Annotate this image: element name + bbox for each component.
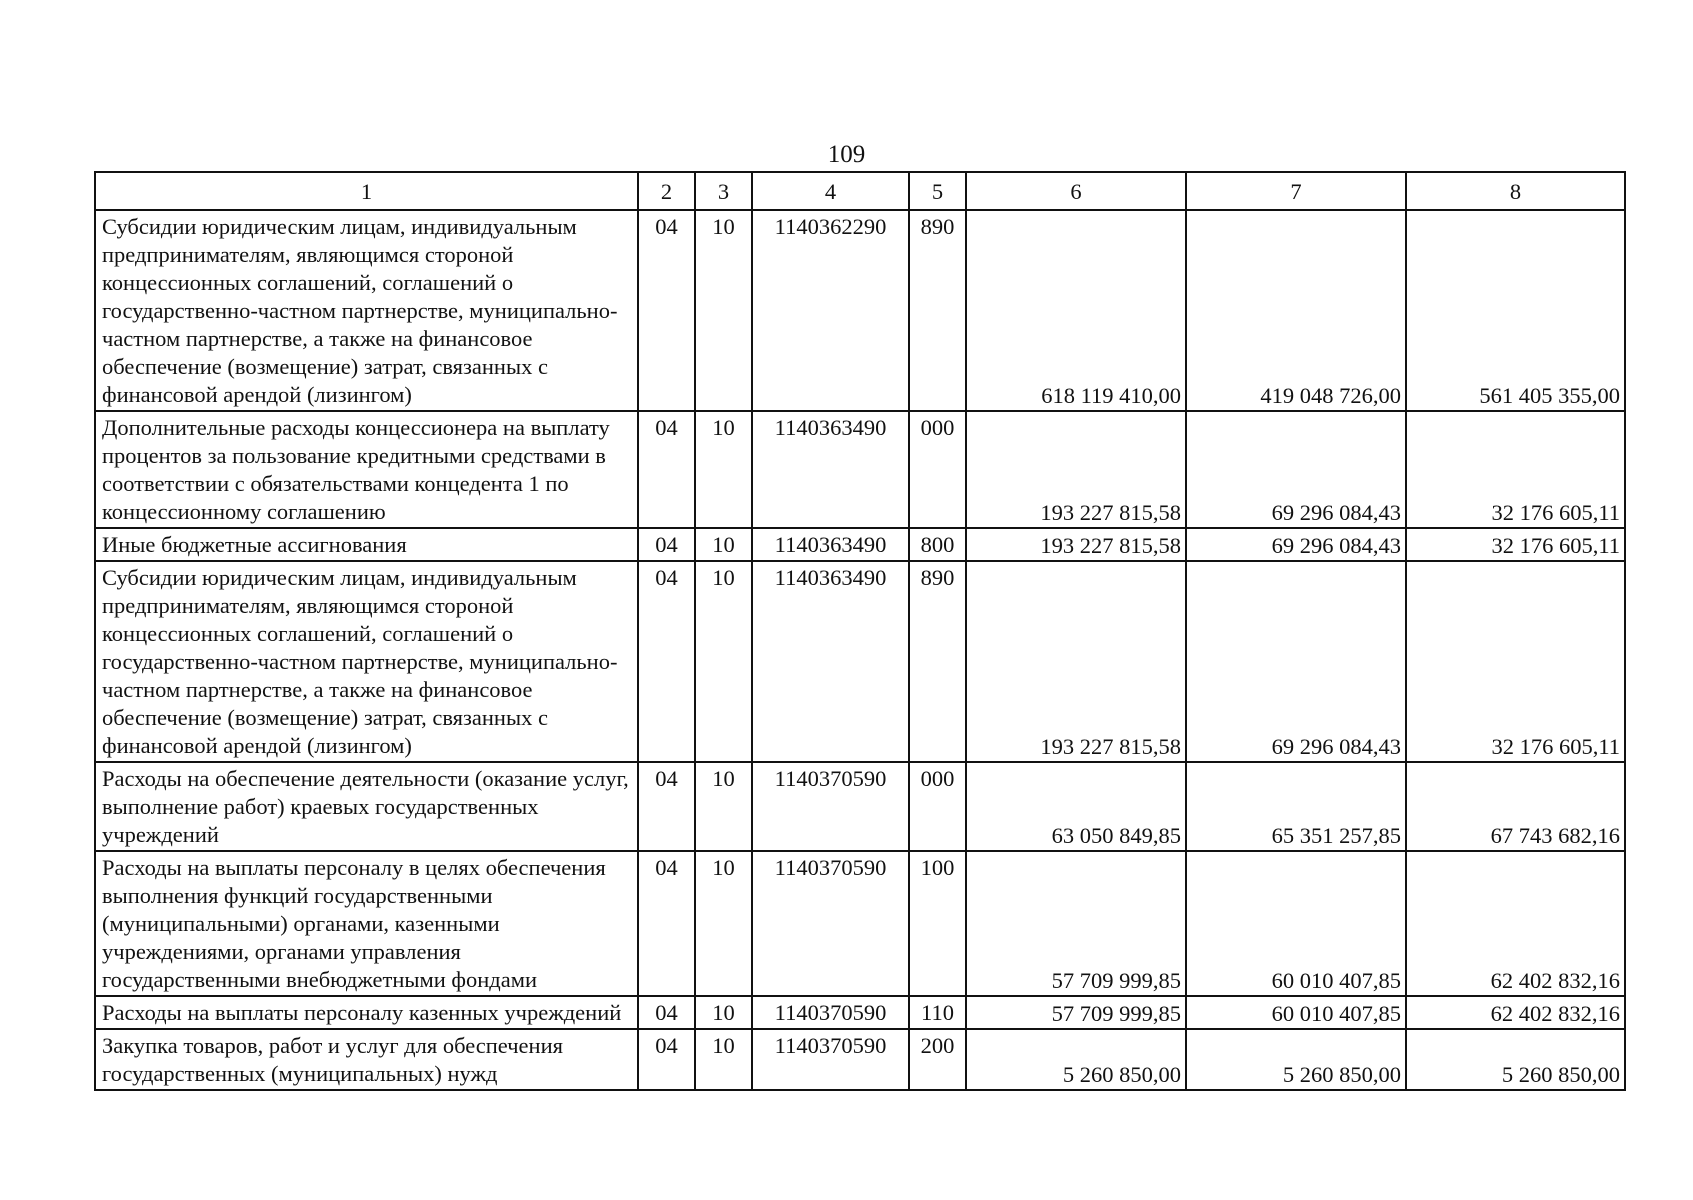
column-header: 5 [909, 172, 966, 210]
column-header: 8 [1406, 172, 1625, 210]
amount-col8-cell: 32 176 605,11 [1406, 528, 1625, 561]
table-row [95, 851, 1625, 996]
expense-type-cell: 000 [909, 411, 966, 528]
section-code-cell: 04 [638, 528, 695, 561]
expense-name-cell: Расходы на обеспечение деятельности (оказание услуг, выполнение работ) краевых государственных учреждений [95, 762, 638, 851]
subsection-code-cell: 10 [695, 996, 752, 1029]
amount-col7-cell: 69 296 084,43 [1186, 561, 1406, 762]
amount-col6-cell: 193 227 815,58 [966, 561, 1186, 762]
table-row [95, 996, 1625, 1029]
table-row [95, 411, 1625, 528]
amount-col8-cell: 5 260 850,00 [1406, 1029, 1625, 1090]
expense-type-cell: 100 [909, 851, 966, 996]
budget-table [94, 171, 1626, 1091]
page-number: 109 [827, 141, 866, 168]
expense-type-cell: 890 [909, 210, 966, 411]
amount-col8-cell: 62 402 832,16 [1406, 851, 1625, 996]
section-code-cell: 04 [638, 996, 695, 1029]
table-row [95, 1029, 1625, 1090]
amount-col8-cell: 67 743 682,16 [1406, 762, 1625, 851]
amount-col6-cell: 193 227 815,58 [966, 411, 1186, 528]
subsection-code-cell: 10 [695, 762, 752, 851]
section-code-cell: 04 [638, 411, 695, 528]
expense-name-cell: Расходы на выплаты персоналу казенных учреждений [95, 996, 638, 1029]
column-header: 7 [1186, 172, 1406, 210]
column-header: 3 [695, 172, 752, 210]
amount-col7-cell: 60 010 407,85 [1186, 996, 1406, 1029]
section-code-cell: 04 [638, 1029, 695, 1090]
table-header-row [95, 172, 1625, 210]
amount-col7-cell: 69 296 084,43 [1186, 411, 1406, 528]
table-row [95, 561, 1625, 762]
amount-col6-cell: 5 260 850,00 [966, 1029, 1186, 1090]
target-article-cell: 1140362290 [752, 210, 909, 411]
table-row [95, 762, 1625, 851]
target-article-cell: 1140363490 [752, 561, 909, 762]
expense-type-cell: 000 [909, 762, 966, 851]
amount-col7-cell: 69 296 084,43 [1186, 528, 1406, 561]
expense-name-cell: Иные бюджетные ассигнования [95, 528, 638, 561]
expense-type-cell: 200 [909, 1029, 966, 1090]
table-row [95, 528, 1625, 561]
column-header: 6 [966, 172, 1186, 210]
amount-col6-cell: 57 709 999,85 [966, 996, 1186, 1029]
expense-name-cell: Закупка товаров, работ и услуг для обеспечения государственных (муниципальных) нужд [95, 1029, 638, 1090]
section-code-cell: 04 [638, 210, 695, 411]
amount-col8-cell: 62 402 832,16 [1406, 996, 1625, 1029]
expense-name-cell: Субсидии юридическим лицам, индивидуальным предпринимателям, являющимся стороной концессионных соглашений, соглашений о государственно-частном партнерстве, муниципально-частном партнерстве, а также на финансовое обеспечение (возмещение) затрат, связанных с финансовой арендой (лизингом) [95, 561, 638, 762]
amount-col6-cell: 193 227 815,58 [966, 528, 1186, 561]
amount-col6-cell: 63 050 849,85 [966, 762, 1186, 851]
column-header: 4 [752, 172, 909, 210]
subsection-code-cell: 10 [695, 411, 752, 528]
expense-name-cell: Расходы на выплаты персоналу в целях обеспечения выполнения функций государственными (муниципальными) органами, казенными учреждениями, органами управления государственными внебюджетными фондами [95, 851, 638, 996]
table-row [95, 210, 1625, 411]
subsection-code-cell: 10 [695, 528, 752, 561]
subsection-code-cell: 10 [695, 1029, 752, 1090]
amount-col7-cell: 60 010 407,85 [1186, 851, 1406, 996]
amount-col7-cell: 419 048 726,00 [1186, 210, 1406, 411]
expense-type-cell: 890 [909, 561, 966, 762]
target-article-cell: 1140363490 [752, 411, 909, 528]
amount-col7-cell: 65 351 257,85 [1186, 762, 1406, 851]
amount-col6-cell: 57 709 999,85 [966, 851, 1186, 996]
section-code-cell: 04 [638, 762, 695, 851]
amount-col8-cell: 32 176 605,11 [1406, 561, 1625, 762]
target-article-cell: 1140370590 [752, 1029, 909, 1090]
amount-col8-cell: 561 405 355,00 [1406, 210, 1625, 411]
column-header: 1 [95, 172, 638, 210]
section-code-cell: 04 [638, 561, 695, 762]
subsection-code-cell: 10 [695, 210, 752, 411]
expense-name-cell: Дополнительные расходы концессионера на выплату процентов за пользование кредитными средствами в соответствии с обязательствами концедента 1 по концессионному соглашению [95, 411, 638, 528]
expense-type-cell: 110 [909, 996, 966, 1029]
column-header: 2 [638, 172, 695, 210]
section-code-cell: 04 [638, 851, 695, 996]
target-article-cell: 1140363490 [752, 528, 909, 561]
target-article-cell: 1140370590 [752, 851, 909, 996]
amount-col8-cell: 32 176 605,11 [1406, 411, 1625, 528]
subsection-code-cell: 10 [695, 561, 752, 762]
subsection-code-cell: 10 [695, 851, 752, 996]
target-article-cell: 1140370590 [752, 996, 909, 1029]
target-article-cell: 1140370590 [752, 762, 909, 851]
expense-type-cell: 800 [909, 528, 966, 561]
amount-col6-cell: 618 119 410,00 [966, 210, 1186, 411]
amount-col7-cell: 5 260 850,00 [1186, 1029, 1406, 1090]
expense-name-cell: Субсидии юридическим лицам, индивидуальным предпринимателям, являющимся стороной концессионных соглашений, соглашений о государственно-частном партнерстве, муниципально-частном партнерстве, а также на финансовое обеспечение (возмещение) затрат, связанных с финансовой арендой (лизингом) [95, 210, 638, 411]
